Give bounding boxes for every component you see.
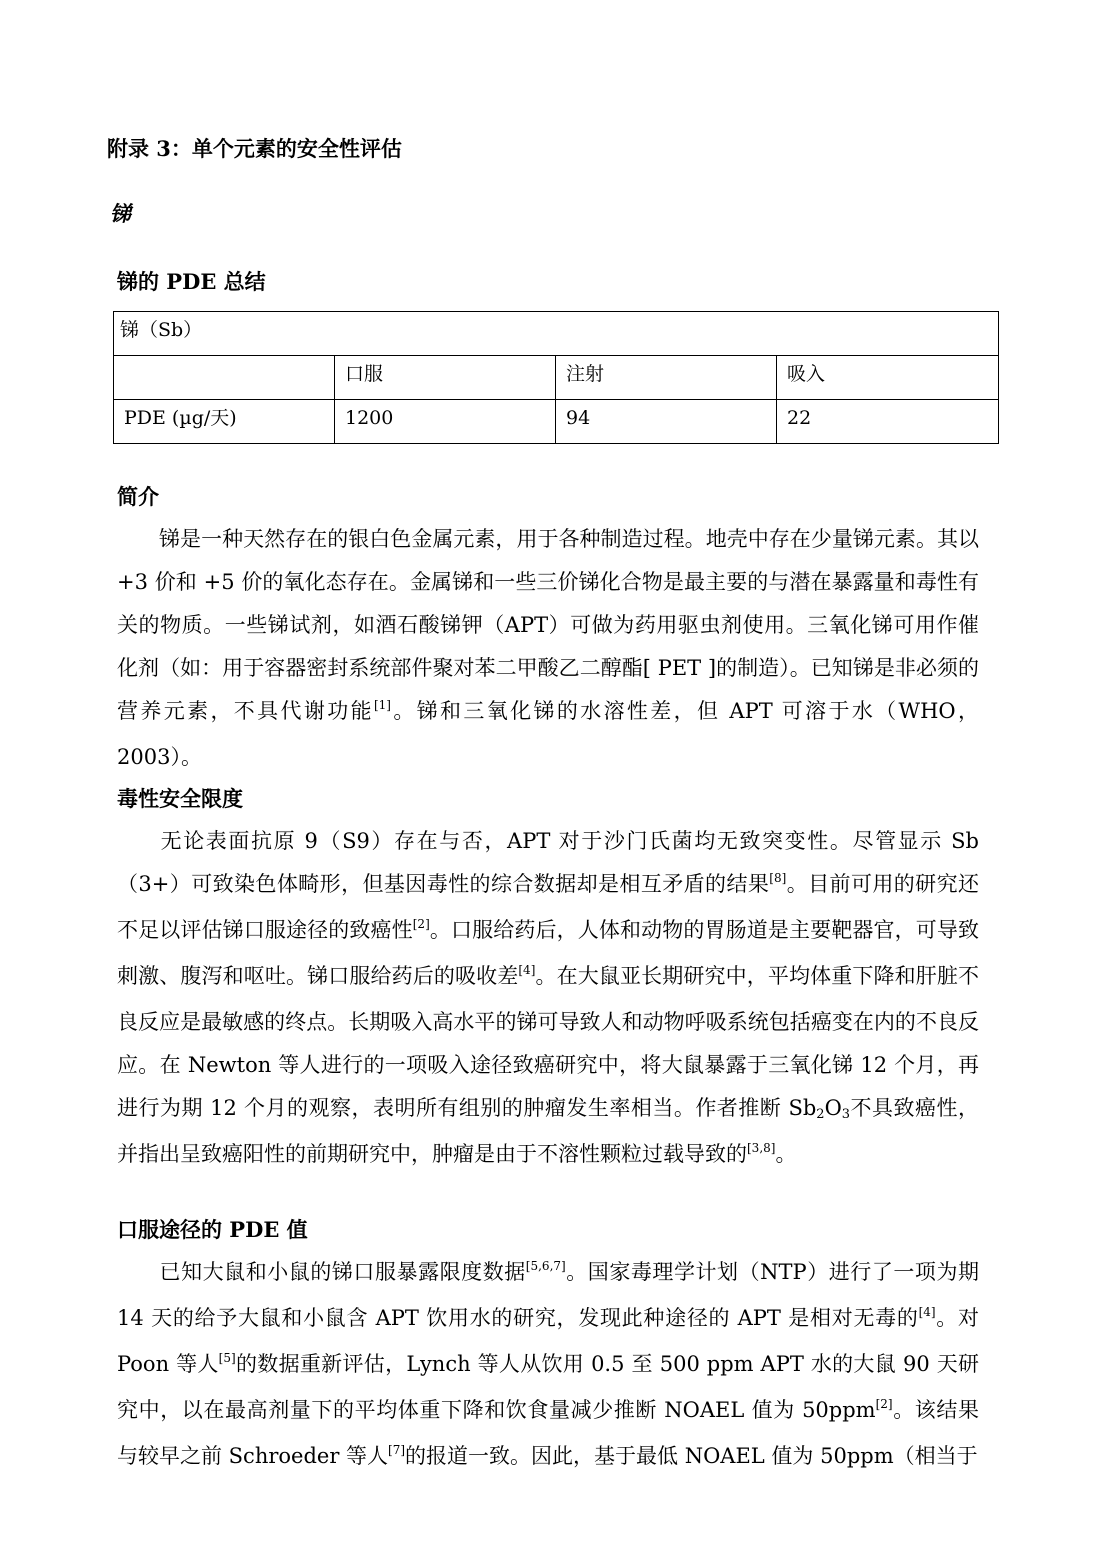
oral-pde-heading: 口服途径的 PDE 值: [117, 1217, 308, 1242]
table-header-cell: 口服: [335, 356, 556, 400]
table-header-row: [114, 356, 999, 400]
table-cell-oral: 1200: [335, 400, 556, 444]
table-cell-inhalation: 22: [777, 400, 999, 444]
toxicity-text: O: [824, 1096, 842, 1120]
toxicity-text: 。在大鼠亚长期研究中，平均体重下降和肝脏不良反应是最敏感的终点。长期吸入高水平的锑可导致人和动物呼吸系统包括癌变在内的不良反应。在 Newton 等人进行的一项吸入途径致癌研究中，将大鼠暴露于三氧化锑 12 个月，再进行为期 12 个月的观察，表明所有组别的肿瘤发生率相当。作者推断 Sb: [117, 964, 979, 1120]
citation: [1]: [373, 698, 391, 712]
citation: [7]: [388, 1443, 406, 1457]
table-title-row: [114, 312, 999, 356]
oral-text: 。对 Poon 等人: [117, 1306, 979, 1376]
table-cell-parenteral: 94: [556, 400, 777, 444]
toxicity-paragraph: [117, 820, 979, 1179]
citation: [4]: [518, 963, 536, 977]
table-row: [114, 400, 999, 444]
pde-summary-table: [113, 311, 999, 444]
intro-heading: 简介: [117, 484, 159, 509]
citation: [2]: [412, 917, 430, 931]
pde-summary-heading: 锑的 PDE 总结: [117, 269, 266, 294]
element-name: 锑: [110, 201, 131, 226]
table-title-cell: 锑（Sb）: [114, 312, 999, 356]
citation: [3,8]: [747, 1141, 776, 1155]
toxicity-text: 不具致癌性，并指出呈致癌阳性的前期研究中，肿瘤是由于不溶性颗粒过载导致的: [117, 1096, 980, 1166]
intro-text: 。锑和三氧化锑的水溶性差，但 APT 可溶于水（WHO，2003）。: [117, 699, 980, 769]
oral-pde-paragraph: [117, 1251, 979, 1481]
oral-text: 。该结果与较早之前 Schroeder 等人: [117, 1398, 980, 1468]
toxicity-text: 。口服给药后，人体和动物的胃肠道是主要靶器官，可导致刺激、腹泻和呕吐。锑口服给药后的吸收差: [117, 918, 979, 988]
citation: [8]: [769, 871, 787, 885]
oral-text: 的报道一致。因此，基于最低 NOAEL 值为 50ppm（相当于: [405, 1444, 978, 1468]
oral-text: 。国家毒理学计划（NTP）进行了一项为期 14 天的给予大鼠和小鼠含 APT 饮用水的研究，发现此种途径的 APT 是相对无毒的: [117, 1260, 980, 1330]
citation: [5,6,7]: [525, 1259, 566, 1273]
subscript: 2: [816, 1107, 825, 1122]
toxicity-text: 。: [775, 1142, 797, 1166]
citation: [2]: [875, 1397, 893, 1411]
table-header-cell: 吸入: [777, 356, 999, 400]
table-header-cell: 注射: [556, 356, 777, 400]
intro-paragraph: [117, 518, 979, 779]
table-row-label: PDE (µg/天): [114, 400, 335, 444]
intro-text: 锑是一种天然存在的银白色金属元素，用于各种制造过程。地壳中存在少量锑元素。其以+3 价和 +5 价的氧化态存在。金属锑和一些三价锑化合物是最主要的与潜在暴露量和毒性有关的物质。一些锑试剂，如酒石酸锑钾（APT）可做为药用驱虫剂使用。三氧化锑可用作催化剂（如：用于容器密封系统部件聚对苯二甲酸乙二醇酯[ PET ]的制造）。已知锑是非必须的营养元素，不具代谢功能: [117, 527, 979, 723]
appendix-title: 附录 3：单个元素的安全性评估: [107, 136, 402, 161]
oral-text: 已知大鼠和小鼠的锑口服暴露限度数据: [159, 1260, 526, 1284]
toxicity-text: 。目前可用的研究还不足以评估锑口服途径的致癌性: [117, 872, 979, 942]
oral-text: 的数据重新评估，Lynch 等人从饮用 0.5 至 500 ppm APT 水的大鼠 90 天研究中，以在最高剂量下的平均体重下降和饮食量减少推断 NOAEL 值为 50ppm: [117, 1352, 979, 1422]
table-header-cell: [114, 356, 335, 400]
toxicity-heading: 毒性安全限度: [117, 786, 243, 811]
citation: [5]: [218, 1351, 236, 1365]
citation: [4]: [918, 1305, 936, 1319]
toxicity-text: 无论表面抗原 9（S9）存在与否，APT 对于沙门氏菌均无致突变性。尽管显示 Sb（3+）可致染色体畸形，但基因毒性的综合数据却是相互矛盾的结果: [117, 829, 979, 896]
subscript: 3: [841, 1107, 851, 1122]
